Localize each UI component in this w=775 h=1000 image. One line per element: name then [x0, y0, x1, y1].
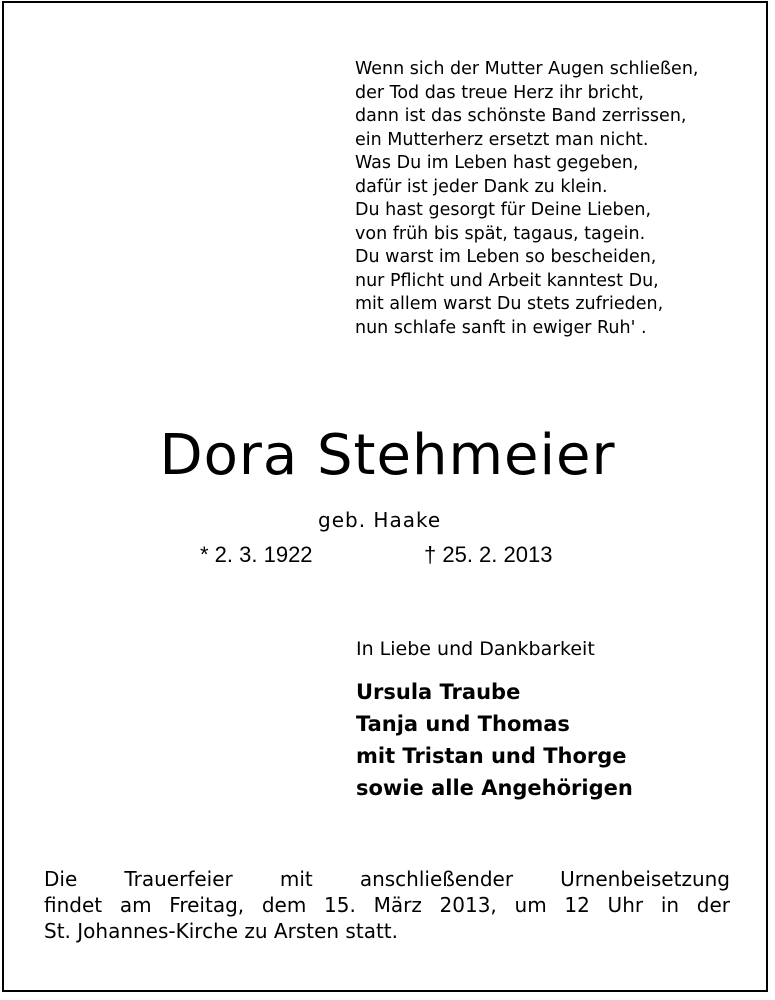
mourner-name: Tanja und Thomas — [356, 712, 570, 736]
mourners-list — [356, 676, 633, 804]
poem-line: Du hast gesorgt für Deine Lieben, — [355, 200, 652, 220]
poem-line: Was Du im Leben hast gegeben, — [355, 153, 639, 173]
poem-line: dafür ist jeder Dank zu klein. — [355, 176, 608, 197]
deceased-name: Dora Stehmeier — [159, 423, 616, 488]
funeral-service-notice — [44, 866, 730, 944]
mourners-intro: In Liebe und Dankbarkeit — [356, 638, 595, 660]
poem-line: ein Mutterherz ersetzt man nicht. — [355, 129, 649, 150]
poem — [355, 58, 698, 340]
mourner-name: mit Tristan und Thorge — [356, 744, 627, 768]
death-date: † 25. 2. 2013 — [424, 542, 553, 567]
poem-line: mit allem warst Du stets zufrieden, — [355, 294, 664, 314]
poem-line: dann ist das schönste Band zerrissen, — [355, 106, 687, 126]
service-line: findet am Freitag, dem 15. März 2013, um 12 Uhr in der — [44, 893, 730, 917]
poem-line: nur Pflicht und Arbeit kanntest Du, — [355, 270, 659, 291]
poem-line: von früh bis spät, tagaus, tagein. — [355, 223, 646, 244]
service-line: St. Johannes-Kirche zu Arsten statt. — [44, 919, 398, 943]
birth-date: * 2. 3. 1922 — [200, 542, 313, 567]
birth-name: geb. Haake — [318, 508, 442, 532]
poem-line: der Tod das treue Herz ihr bricht, — [355, 82, 644, 103]
poem-line: Du warst im Leben so bescheiden, — [355, 247, 657, 267]
poem-line: Wenn sich der Mutter Augen schließen, — [355, 59, 699, 79]
poem-line: nun schlafe sanft in ewiger Ruh' . — [355, 317, 647, 338]
service-line: Die Trauerfeier mit anschließender Urnenbeisetzung — [44, 867, 730, 891]
mourner-name: sowie alle Angehörigen — [356, 776, 633, 800]
mourner-name: Ursula Traube — [356, 680, 521, 704]
